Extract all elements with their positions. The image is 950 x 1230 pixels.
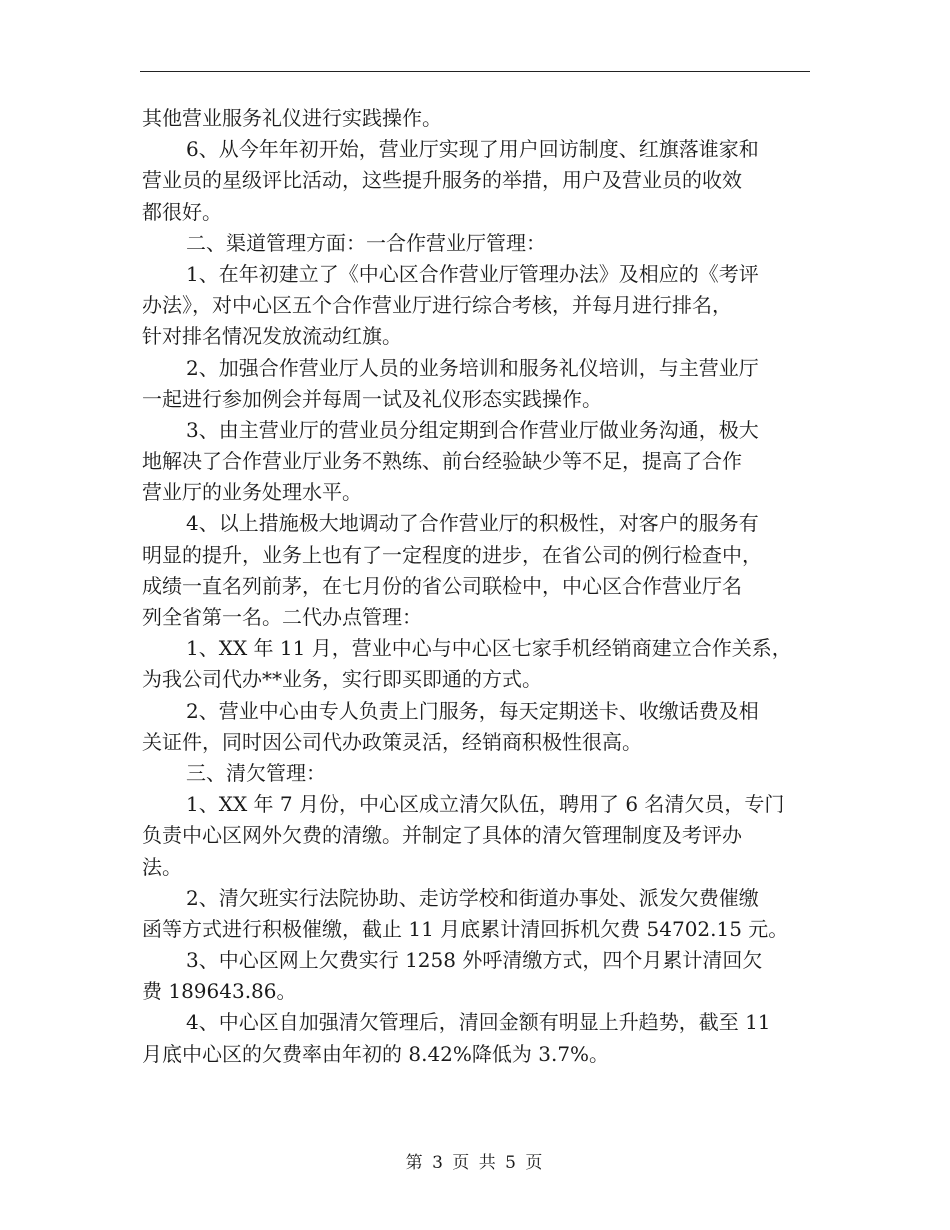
text-line: 办法》，对中心区五个合作营业厅进行综合考核，并每月进行排名， xyxy=(142,293,732,318)
page-footer: 第 3 页 共 5 页 xyxy=(405,1153,545,1173)
text-line: 2、加强合作营业厅人员的业务培训和服务礼仪培训，与主营业厅 xyxy=(186,355,759,380)
text-line: 地解决了合作营业厅业务不熟练、前台经验缺少等不足，提高了合作 xyxy=(142,449,742,474)
text-line: 月底中心区的欠费率由年初的 8.42%降低为 3.7%。 xyxy=(142,1041,610,1066)
text-line: 都很好。 xyxy=(142,199,222,224)
text-line: 4、中心区自加强清欠管理后，清回金额有明显上升趋势，截至 11 xyxy=(186,1010,771,1035)
text-line: 1、XX 年 7 月份，中心区成立清欠队伍，聘用了 6 名清欠员，专门 xyxy=(186,792,785,817)
text-line: 为我公司代办**业务，实行即买即通的方式。 xyxy=(142,667,542,692)
text-line: 法。 xyxy=(142,854,182,879)
text-line: 营业厅的业务处理水平。 xyxy=(142,480,362,505)
header-rule xyxy=(140,71,810,72)
text-line: 二、渠道管理方面：一合作营业厅管理： xyxy=(186,230,546,255)
text-line: 营业员的星级评比活动，这些提升服务的举措，用户及营业员的收效 xyxy=(142,168,742,193)
text-line: 3、中心区网上欠费实行 1258 外呼清缴方式，四个月累计清回欠 xyxy=(186,948,763,973)
text-line: 成绩一直名列前茅，在七月份的省公司联检中，中心区合作营业厅名 xyxy=(142,573,742,598)
text-line: 负责中心区网外欠费的清缴。并制定了具体的清欠管理制度及考评办 xyxy=(142,823,742,848)
text-line: 函等方式进行积极催缴，截止 11 月底累计清回拆机欠费 54702.15 元。 xyxy=(142,916,789,941)
text-line: 关证件，同时因公司代办政策灵活，经销商积极性很高。 xyxy=(142,729,642,754)
text-line: 1、XX 年 11 月，营业中心与中心区七家手机经销商建立合作关系， xyxy=(186,636,792,661)
text-line: 3、由主营业厅的营业员分组定期到合作营业厅做业务沟通，极大 xyxy=(186,417,759,442)
text-line: 2、清欠班实行法院协助、走访学校和街道办事处、派发欠费催缴 xyxy=(186,885,759,910)
text-line: 2、营业中心由专人负责上门服务，每天定期送卡、收缴话费及相 xyxy=(186,698,759,723)
text-line: 一起进行参加例会并每周一试及礼仪形态实践操作。 xyxy=(142,386,602,411)
text-line: 明显的提升，业务上也有了一定程度的进步，在省公司的例行检查中， xyxy=(142,542,762,567)
text-line: 费 189643.86。 xyxy=(142,979,297,1004)
text-line: 其他营业服务礼仪进行实践操作。 xyxy=(142,106,442,130)
document-body xyxy=(142,103,810,1070)
text-line: 针对排名情况发放流动红旗。 xyxy=(142,324,402,349)
text-line: 6、从今年年初开始，营业厅实现了用户回访制度、红旗落谁家和 xyxy=(186,137,759,162)
text-line: 三、清欠管理： xyxy=(186,760,326,785)
text-line: 列全省第一名。二代办点管理： xyxy=(142,605,422,629)
text-line: 4、以上措施极大地调动了合作营业厅的积极性，对客户的服务有 xyxy=(186,511,759,536)
text-line: 1、在年初建立了《中心区合作营业厅管理办法》及相应的《考评 xyxy=(186,261,759,286)
